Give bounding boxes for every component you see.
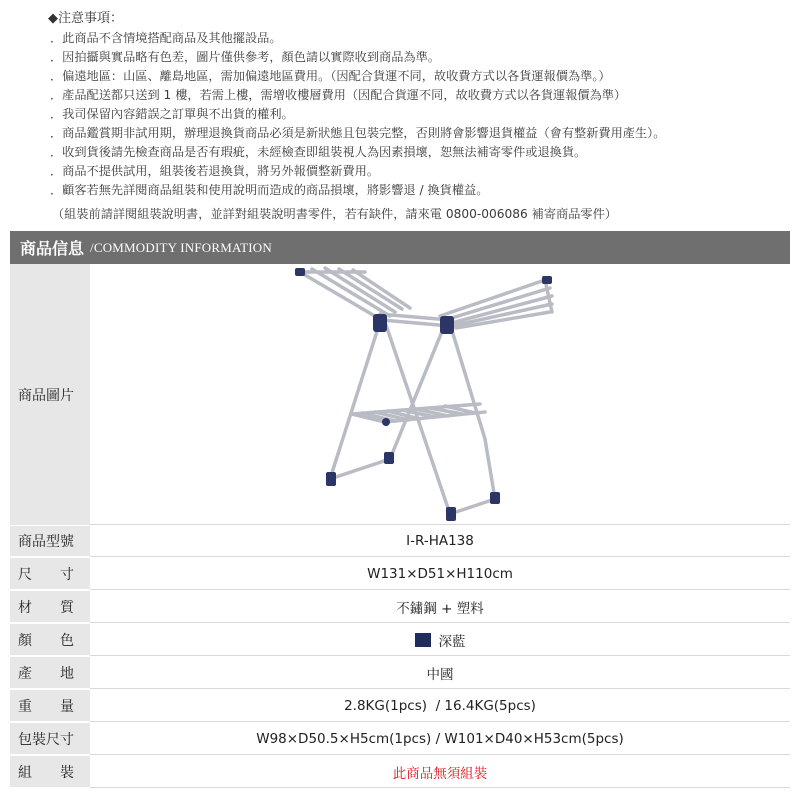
spec-row-package [10, 723, 790, 755]
commodity-header [10, 231, 790, 264]
notes-footer: （組裝前請詳閱組裝說明書，並詳對組裝說明書零件，若有缺件，請來電 0800-006086 補寄商品零件） [52, 207, 617, 221]
spec-label: 組 裝 [10, 756, 90, 788]
note-item: ．收到貨後請先檢查商品是否有瑕疵，未經檢查即組裝視人為因素損壞，恕無法補寄零件或退換貨。 [50, 145, 587, 159]
spec-row-color [10, 624, 790, 656]
commodity-header-title: 商品信息 [20, 239, 85, 258]
spec-label: 尺 寸 [10, 558, 90, 590]
spec-label: 重 量 [10, 690, 90, 722]
color-name: 深藍 [438, 633, 466, 650]
spec-row-material [10, 591, 790, 623]
note-item: ．產品配送都只送到 1 樓，若需上樓，需增收樓層費用（因配合貨運不同，故收費方式以各貨運報價為準） [50, 88, 627, 102]
note-item: ．我司保留內容錯誤之訂單與不出貨的權利。 [50, 107, 294, 121]
note-item: ．因拍攝與實品略有色差，圖片僅供參考，顏色請以實際收到商品為準。 [50, 50, 440, 64]
drying-rack-image [90, 264, 790, 524]
spec-value: W131×D51×H110cm [90, 558, 790, 590]
spec-label: 材 質 [10, 591, 90, 623]
spec-row-model [10, 526, 790, 557]
spec-row-assembly [10, 756, 790, 788]
product-image-label: 商品圖片 [10, 264, 90, 525]
spec-value: 2.8KG(1pcs) / 16.4KG(5pcs) [90, 690, 790, 722]
spec-label: 商品型號 [10, 526, 90, 557]
spec-label: 顏 色 [10, 624, 90, 656]
spec-value: 中國 [90, 657, 790, 689]
note-item: ．偏遠地區：山區、離島地區，需加偏遠地區費用。（因配合貨運不同，故收費方式以各貨運報價為準。） [50, 69, 611, 83]
spec-value: 不鏽鋼 + 塑料 [90, 591, 790, 623]
product-image-row [10, 264, 790, 525]
note-item: ．商品不提供試用，組裝後若退換貨，將另外報價整新費用。 [50, 164, 380, 178]
color-swatch [415, 633, 431, 647]
note-item: ．商品鑑賞期非試用期，辦理退換貨商品必須是新狀態且包裝完整，否則將會影響退貨權益（會有整新費用產生）。 [50, 126, 666, 140]
spec-value-assembly: 此商品無須組裝 [90, 756, 790, 788]
product-image-cell [90, 264, 790, 525]
spec-value: I-R-HA138 [90, 526, 790, 557]
notes-title: ◆注意事項： [48, 11, 123, 26]
spec-label: 產 地 [10, 657, 90, 689]
spec-value-color [90, 624, 790, 656]
spec-row-origin [10, 657, 790, 689]
spec-row-size [10, 558, 790, 590]
spec-label: 包裝尺寸 [10, 723, 90, 755]
note-item: ．此商品不含情境搭配商品及其他擺設品。 [50, 31, 282, 45]
commodity-header-subtitle: /COMMODITY INFORMATION [90, 239, 272, 255]
spec-value: W98×D50.5×H5cm(1pcs) / W101×D40×H53cm(5pcs) [90, 723, 790, 755]
spec-row-weight [10, 690, 790, 722]
note-item: ．顧客若無先詳閱商品組裝和使用說明而造成的商品損壞，將影響退 / 換貨權益。 [50, 183, 489, 197]
